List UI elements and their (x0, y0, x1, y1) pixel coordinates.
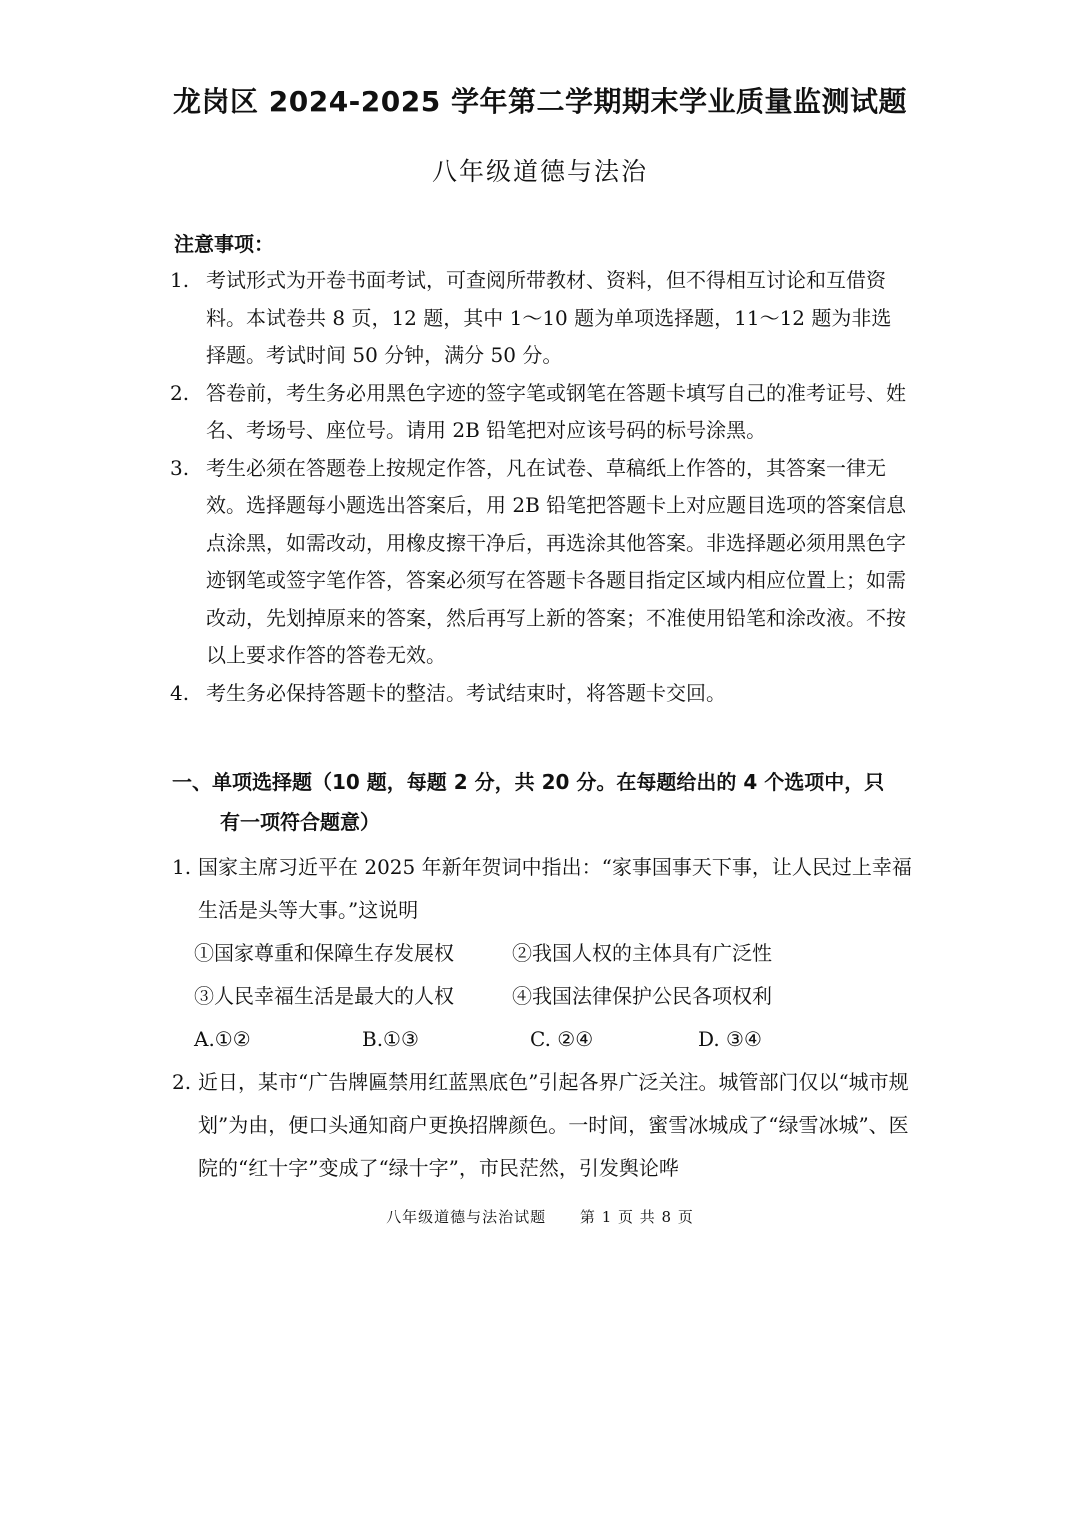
section-heading-line-2: 有一项符合题意） (220, 810, 380, 834)
question-number: 1. (172, 855, 192, 879)
notice-item-number: 4. (170, 680, 190, 705)
notice-item-number: 3. (170, 455, 190, 480)
option-b: B.①③ (362, 1027, 419, 1051)
notice-item-4 (170, 675, 910, 713)
option-a: A.①② (194, 1027, 251, 1051)
option-c: C. ②④ (530, 1027, 594, 1051)
notice-list (170, 262, 910, 712)
notice-item-text: 考生务必保持答题卡的整洁。考试结束时，将答题卡交回。 (206, 680, 726, 705)
question-2 (172, 1061, 912, 1190)
statement-2: ②我国人权的主体具有广泛性 (512, 941, 772, 965)
question-number: 2. (172, 1070, 192, 1094)
section-heading (172, 762, 912, 842)
statement-3: ③人民幸福生活是最大的人权 (194, 984, 454, 1008)
statement-row (172, 975, 912, 1018)
exam-title: 龙岗区 2024-2025 学年第二学期期末学业质量监测试题 (173, 85, 907, 118)
footer-subject: 八年级道德与法治试题 (386, 1208, 547, 1226)
statement-row (172, 932, 912, 975)
option-d: D. ③④ (698, 1027, 762, 1051)
notice-item-number: 2. (170, 380, 190, 405)
notice-item-3 (170, 450, 910, 675)
page-footer (0, 1206, 1080, 1227)
notice-heading: 注意事项： (174, 232, 274, 256)
notice-item-1 (170, 262, 910, 375)
exam-subject: 八年级道德与法治 (431, 157, 648, 186)
question-1 (172, 846, 912, 932)
statement-1: ①国家尊重和保障生存发展权 (194, 941, 454, 965)
question-list (172, 846, 912, 1190)
notice-item-number: 1. (170, 268, 190, 292)
question-stem: 近日，某市“广告牌匾禁用红蓝黑底色”引起各界广泛关注。城管部门仅以“城市规划”为由，便口头通知商户更换招牌颜色。一时间，蜜雪冰城成了“绿雪冰城”、医院的“红十字”变成了“绿十字”，市民茫然，引发舆论哗 (198, 1070, 909, 1180)
notice-item-text: 答卷前，考生务必用黑色字迹的签字笔或钢笔在答题卡填写自己的准考证号、姓名、考场号、座位号。请用 2B 铅笔把对应该号码的标号涂黑。 (206, 380, 906, 442)
statement-4: ④我国法律保护公民各项权利 (512, 984, 772, 1008)
notice-item-text: 考试形式为开卷书面考试，可查阅所带教材、资料，但不得相互讨论和互借资料。本试卷共 8 页，12 题，其中 1～10 题为单项选择题，11～12 题为非选择题。考试时间 50 分钟，满分 50 分。 (206, 268, 892, 367)
notice-item-2 (170, 375, 910, 450)
question-stem: 国家主席习近平在 2025 年新年贺词中指出：“家事国事天下事，让人民过上幸福生活是头等大事。”这说明 (198, 855, 912, 922)
option-row (172, 1018, 912, 1061)
notice-item-text: 考生必须在答题卷上按规定作答，凡在试卷、草稿纸上作答的，其答案一律无效。选择题每小题选出答案后，用 2B 铅笔把答题卡上对应题目选项的答案信息点涂黑，如需改动，用橡皮擦干净后，再选涂其他答案。非选择题必须用黑色字迹钢笔或签字笔作答，答案必须写在答题卡各题目指定区域内相应位置上；如需改动，先划掉原来的答案，然后再写上新的答案；不准使用铅笔和涂改液。不按以上要求作答的答卷无效。 (206, 455, 907, 667)
section-heading-line-1: 一、单项选择题（10 题，每题 2 分，共 20 分。在每题给出的 4 个选项中，只 (172, 770, 885, 794)
footer-page-number: 第 1 页 共 8 页 (579, 1208, 694, 1226)
